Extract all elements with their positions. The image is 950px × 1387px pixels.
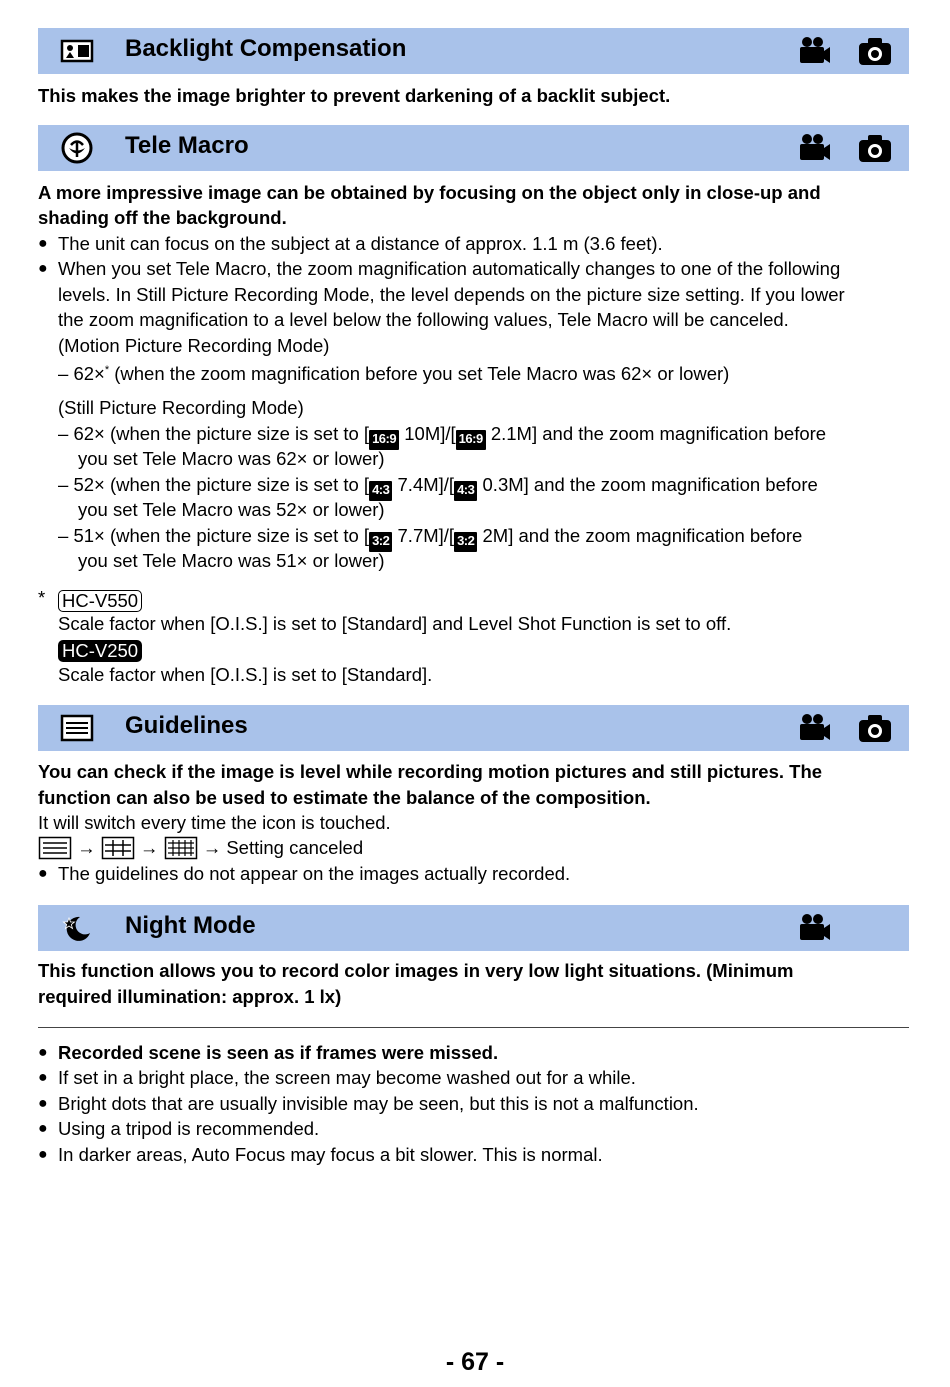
bullet-icon: ● (38, 1146, 48, 1163)
still-item-lead: 52× (when the picture size is set to [ (73, 474, 370, 495)
bullet-icon: ● (38, 1120, 48, 1137)
night-mode-icon (60, 911, 94, 945)
video-camera-icon (797, 912, 831, 944)
guideline-sequence (38, 835, 363, 860)
bullet-icon: ● (38, 260, 48, 277)
still-item-tail: 2.1M] and the zoom magnification before (490, 423, 827, 444)
aspect-3-2-icon: 3:2 (454, 532, 477, 552)
aspect-4-3-icon: 4:3 (454, 481, 477, 501)
guidelines-section-header (38, 705, 909, 751)
still-item-mid: 10M]/[ (404, 423, 456, 444)
night-mode-bullet: In darker areas, Auto Focus may focus a bit slower. This is normal. (58, 1144, 603, 1165)
camera-icon (858, 35, 892, 67)
aspect-4-3-icon: 4:3 (369, 481, 392, 501)
still-item-mid: 7.4M]/[ (397, 474, 455, 495)
tele-macro-intro-line-1: A more impressive image can be obtained by focusing on the object only in close-up and (38, 182, 821, 203)
guidelines-title: Guidelines (125, 712, 248, 739)
model-badge (58, 588, 142, 613)
night-mode-bullet: If set in a bright place, the screen may become washed out for a while. (58, 1067, 636, 1088)
dash: – (58, 525, 69, 546)
night-mode-intro-line-2: required illumination: approx. 1 lx) (38, 986, 342, 1007)
tele-macro-icon (60, 131, 94, 165)
video-camera-icon (797, 35, 831, 67)
guidelines-intro-line-1: You can check if the image is level while recording motion pictures and still pictures. The (38, 761, 823, 782)
guidelines-grid-icon (101, 836, 135, 860)
video-camera-icon (797, 712, 831, 744)
night-mode-section-header (38, 905, 909, 951)
dash: – (58, 474, 69, 495)
guidelines-fine-grid-icon (164, 836, 198, 860)
still-item-tail: 0.3M] and the zoom magnification before (482, 474, 818, 495)
bullet-icon: ● (38, 865, 48, 882)
motion-mode-item (58, 358, 729, 386)
video-camera-icon (797, 132, 831, 164)
tele-macro-bullet-2-line-1: When you set Tele Macro, the zoom magnification automatically changes to one of the following (58, 258, 841, 279)
still-mode-heading: (Still Picture Recording Mode) (58, 397, 304, 418)
backlight-section-header (38, 28, 909, 74)
guidelines-bullet-1: The guidelines do not appear on the images actually recorded. (58, 863, 571, 884)
dash: – (58, 363, 69, 385)
still-item-continuation: you set Tele Macro was 51× or lower) (78, 550, 385, 571)
guidelines-switch-text: It will switch every time the icon is touched. (38, 812, 391, 833)
aspect-16-9-icon: 16:9 (369, 430, 399, 450)
tele-macro-section-header (38, 125, 909, 171)
still-item-continuation: you set Tele Macro was 62× or lower) (78, 448, 385, 469)
camera-icon (858, 712, 892, 744)
model-b-note: Scale factor when [O.I.S.] is set to [Standard]. (58, 664, 433, 685)
guidelines-lines-icon (38, 836, 72, 860)
tele-macro-bullet-1: The unit can focus on the subject at a distance of approx. 1.1 m (3.6 feet). (58, 233, 663, 254)
setting-canceled-text: → Setting canceled (202, 837, 364, 858)
aspect-3-2-icon: 3:2 (369, 532, 392, 552)
still-item-continuation: you set Tele Macro was 52× or lower) (78, 499, 385, 520)
guidelines-intro-line-2: function can also be used to estimate the balance of the composition. (38, 787, 651, 808)
aspect-16-9-icon: 16:9 (456, 430, 486, 450)
night-mode-bullet: Recorded scene is seen as if frames were missed. (58, 1042, 499, 1063)
motion-mode-heading: (Motion Picture Recording Mode) (58, 335, 330, 356)
bullet-icon: ● (38, 1069, 48, 1086)
model-a-note: Scale factor when [O.I.S.] is set to [Standard] and Level Shot Function is set to off. (58, 613, 732, 634)
still-item-lead: 62× (when the picture size is set to [ (73, 423, 370, 444)
bullet-icon: ● (38, 1095, 48, 1112)
motion-value: 62× (73, 363, 105, 385)
dash: – (58, 423, 69, 444)
tele-macro-bullet-2-line-3: the zoom magnification to a level below the following values, Tele Macro will be canceled. (58, 309, 789, 330)
tele-macro-title: Tele Macro (125, 132, 249, 159)
bullet-icon: ● (38, 235, 48, 252)
still-item-tail: 2M] and the zoom magnification before (482, 525, 803, 546)
page-number: - 67 - (445, 1348, 505, 1376)
backlight-icon (60, 34, 94, 68)
backlight-title: Backlight Compensation (125, 35, 407, 62)
tele-macro-bullet-2-line-2: levels. In Still Picture Recording Mode, the level depends on the picture size setting. If you lower (58, 284, 845, 305)
night-mode-intro-line-1: This function allows you to record color images in very low light situations. (Minimum (38, 960, 794, 981)
model-badge-hc-v550: HC-V550 (58, 590, 142, 612)
model-badge-hc-v250: HC-V250 (58, 640, 142, 662)
night-mode-bullet: Using a tripod is recommended. (58, 1118, 320, 1139)
night-mode-bullet: Bright dots that are usually invisible may be seen, but this is not a malfunction. (58, 1093, 699, 1114)
camera-icon (858, 132, 892, 164)
backlight-intro: This makes the image brighter to prevent darkening of a backlit subject. (38, 85, 671, 106)
tele-macro-intro-line-2: shading off the background. (38, 207, 287, 228)
motion-text: (when the zoom magnification before you set Tele Macro was 62× or lower) (114, 363, 730, 385)
model-badge (58, 638, 142, 663)
night-mode-title: Night Mode (125, 912, 256, 939)
arrow: → (77, 837, 96, 858)
footnote-ref: * (104, 364, 110, 376)
arrow: → (139, 837, 159, 858)
footnote-mark: * (38, 587, 46, 608)
bullet-icon: ● (38, 1044, 48, 1061)
still-item-lead: 51× (when the picture size is set to [ (73, 525, 370, 546)
divider (38, 1027, 909, 1028)
guidelines-icon (60, 711, 94, 745)
still-item-mid: 7.7M]/[ (397, 525, 455, 546)
